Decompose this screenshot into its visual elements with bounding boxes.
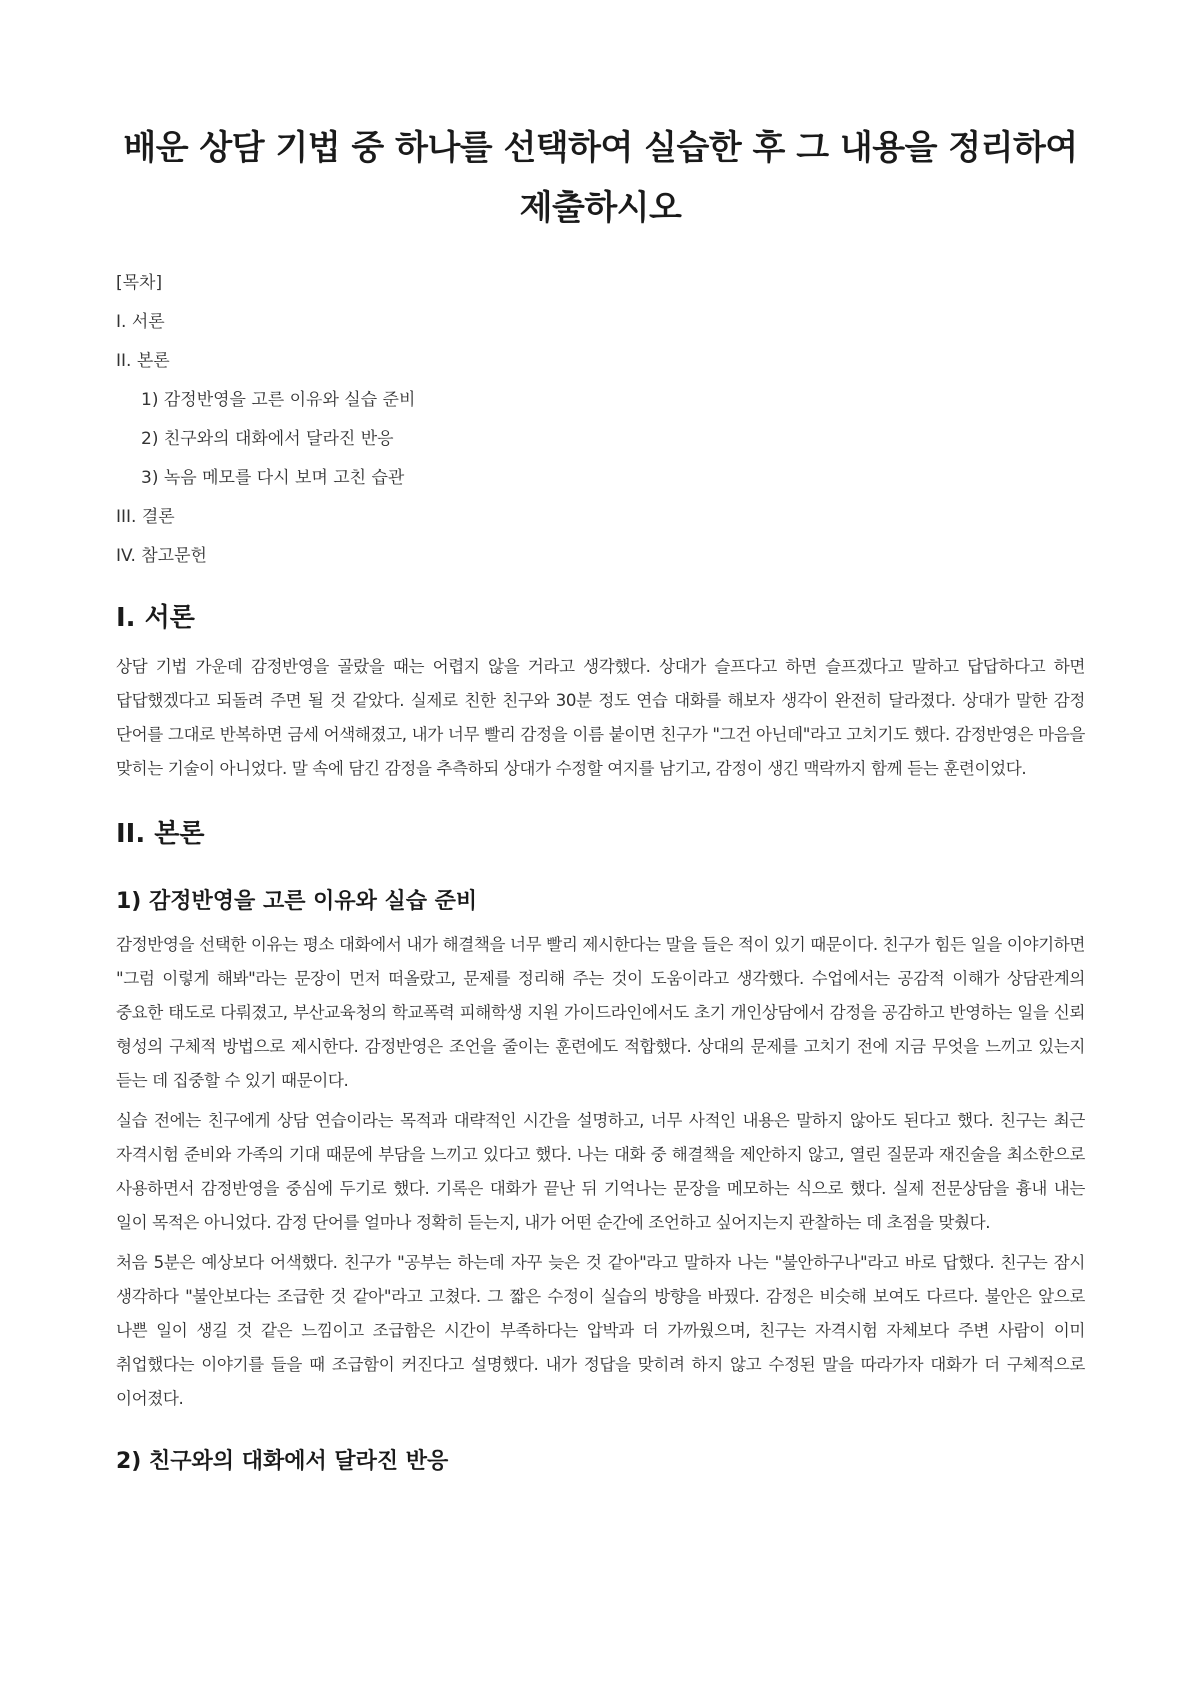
toc-item-body-3: 3) 녹음 메모를 다시 보며 고친 습관 bbox=[141, 468, 405, 488]
table-of-contents bbox=[116, 264, 1085, 576]
intro-paragraph: 상담 기법 가운데 감정반영을 골랐을 때는 어렵지 않을 거라고 생각했다. 상대가 슬프다고 하면 슬프겠다고 말하고 답답하다고 하면 답답했겠다고 되돌려 주면 될 것 같았다. 실제로 친한 친구와 30분 정도 연습 대화를 해보자 생각이 완전히 달라졌다. 상대가 말한 감정 단어를 그대로 반복하면 금세 어색해졌고, 내가 너무 빨리 감정을 이름 붙이면 친구가 "그건 아닌데"라고 고치기도 했다. 감정반영은 마음을 맞히는 기술이 아니었다. 말 속에 담긴 감정을 추측하되 상대가 수정할 여지를 남기고, 감정이 생긴 맥락까지 함께 듣는 훈련이었다. bbox=[116, 657, 1085, 778]
body-subheading-2: 2) 친구와의 대화에서 달라진 반응 bbox=[116, 1449, 449, 1474]
body-subheading-1: 1) 감정반영을 고른 이유와 실습 준비 bbox=[116, 889, 478, 914]
document-title: 배운 상담 기법 중 하나를 선택하여 실습한 후 그 내용을 정리하여 제출하시오 bbox=[123, 128, 1078, 228]
body-1-paragraph-3: 처음 5분은 예상보다 어색했다. 친구가 "공부는 하는데 자꾸 늦은 것 같아"라고 말하자 나는 "불안하구나"라고 바로 답했다. 친구는 잠시 생각하다 "불안보다는 조급한 것 같아"라고 고쳤다. 그 짧은 수정이 실습의 방향을 바꿨다. 감정은 비슷해 보여도 다르다. 불안은 앞으로 나쁜 일이 생길 것 같은 느낌이고 조급함은 시간이 부족하다는 압박과 더 가까웠으며, 친구는 자격시험 자체보다 주변 사람이 이미 취업했다는 이야기를 들을 때 조급함이 커진다고 설명했다. 내가 정답을 맞히려 하지 않고 수정된 말을 따라가자 대화가 더 구체적으로 이어졌다. bbox=[116, 1253, 1085, 1408]
toc-item-conclusion: III. 결론 bbox=[116, 507, 175, 527]
toc-item-references: IV. 참고문헌 bbox=[116, 546, 207, 566]
body-heading: II. 본론 bbox=[116, 819, 205, 849]
toc-heading: [목차] bbox=[116, 273, 163, 293]
toc-item-body-2: 2) 친구와의 대화에서 달라진 반응 bbox=[141, 429, 394, 449]
toc-item-body: II. 본론 bbox=[116, 351, 170, 371]
toc-item-body-1: 1) 감정반영을 고른 이유와 실습 준비 bbox=[141, 390, 416, 410]
toc-item-intro: I. 서론 bbox=[116, 312, 165, 332]
intro-heading: I. 서론 bbox=[116, 603, 195, 633]
body-1-paragraph-1: 감정반영을 선택한 이유는 평소 대화에서 내가 해결책을 너무 빨리 제시한다는 말을 들은 적이 있기 때문이다. 친구가 힘든 일을 이야기하면 "그럼 이렇게 해봐"라는 문장이 먼저 떠올랐고, 문제를 정리해 주는 것이 도움이라고 생각했다. 수업에서는 공감적 이해가 상담관계의 중요한 태도로 다뤄졌고, 부산교육청의 학교폭력 피해학생 지원 가이드라인에서도 초기 개인상담에서 감정을 공감하고 반영하는 일을 신뢰 형성의 구체적 방법으로 제시한다. 감정반영은 조언을 줄이는 훈련에도 적합했다. 상대의 문제를 고치기 전에 지금 무엇을 느끼고 있는지 듣는 데 집중할 수 있기 때문이다. bbox=[116, 935, 1085, 1090]
body-1-paragraph-2: 실습 전에는 친구에게 상담 연습이라는 목적과 대략적인 시간을 설명하고, 너무 사적인 내용은 말하지 않아도 된다고 했다. 친구는 최근 자격시험 준비와 가족의 기대 때문에 부담을 느끼고 있다고 했다. 나는 대화 중 해결책을 제안하지 않고, 열린 질문과 재진술을 최소한으로 사용하면서 감정반영을 중심에 두기로 했다. 기록은 대화가 끝난 뒤 기억나는 문장을 메모하는 식으로 했다. 실제 전문상담을 흉내 내는 일이 목적은 아니었다. 감정 단어를 얼마나 정확히 듣는지, 내가 어떤 순간에 조언하고 싶어지는지 관찰하는 데 초점을 맞췄다. bbox=[116, 1111, 1085, 1232]
